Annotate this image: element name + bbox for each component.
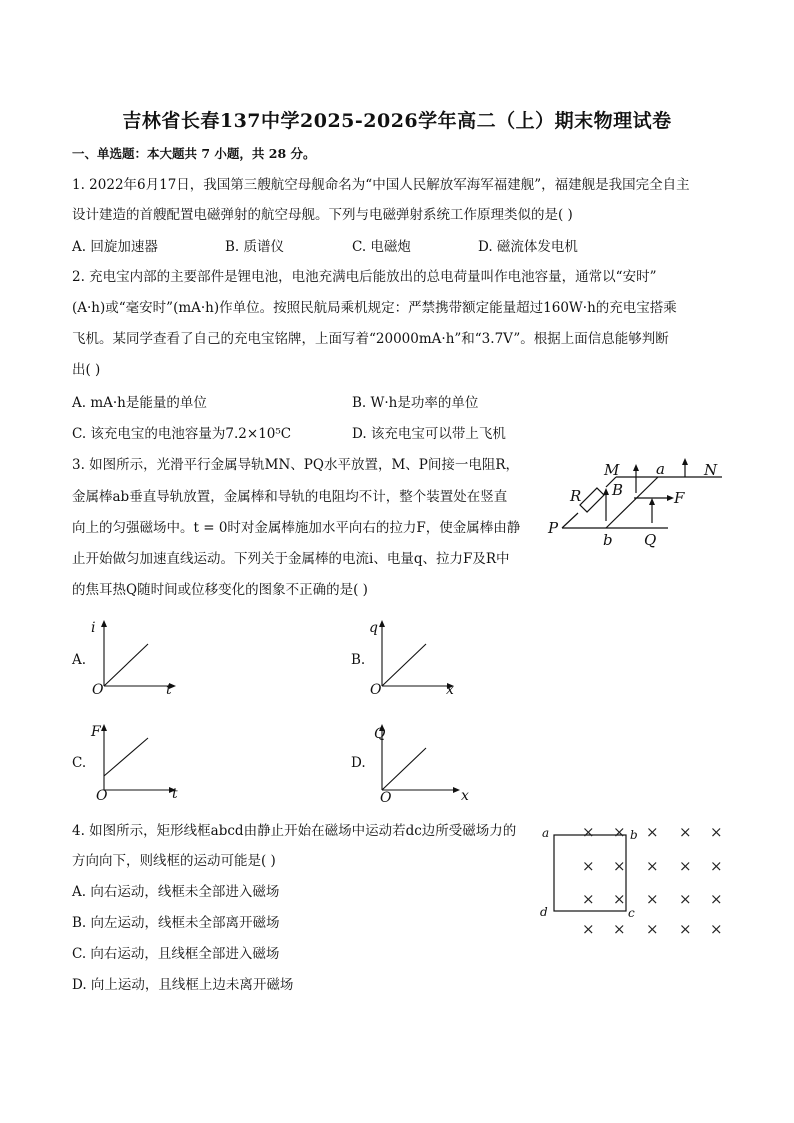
field-cross-mark: × [679,890,692,908]
q3-graph-a-y-label: i [91,620,96,636]
q3-stem-line5: 的焦耳热Q随时间或位移变化的图象不正确的是( ) [72,582,368,598]
field-cross-mark: × [646,890,659,908]
q3-graph-d-x-label: x [461,788,469,804]
q3-label-b-field: B [612,481,624,499]
q3-graph-a [88,614,188,699]
q3-graph-b [366,614,466,699]
q1-stem-line2: 设计建造的首艘配置电磁弹射的航空母舰。下列与电磁弹射系统工作原理类似的是( ) [72,207,573,223]
q3-label-m: M [604,461,620,479]
q4-label-d: d [540,905,548,919]
q1-option-b: B. 质谱仪 [225,239,285,255]
q4-option-b: B. 向左运动，线框未全部离开磁场 [72,915,280,931]
q3-graph-b-y-label: q [369,620,378,636]
q3-stem-line4: 止开始做匀加速直线运动。下列关于金属棒的电流i、电量q、拉力F及R中 [72,551,510,567]
q1-stem-line1: 1. 2022年6月17日，我国第三艘航空母舰命名为“中国人民解放军海军福建舰”，福建舰是我国完全自主 [72,177,690,193]
q3-rail-figure [540,455,740,560]
q2-stem-line3: 飞机。某同学查看了自己的充电宝铭牌，上面写着“20000mA·h”和“3.7V”。根据上面信息能够判断 [72,331,669,347]
field-cross-mark: × [613,920,626,938]
q2-option-c: C. 该充电宝的电池容量为7.2×10⁵C [72,426,292,442]
section-heading: 一、单选题：本大题共 7 小题，共 28 分。 [72,146,316,161]
field-cross-mark: × [613,857,626,875]
page-title: 吉林省长春137中学2025-2026学年高二（上）期末物理试卷 [122,110,672,132]
q4-label-a: a [542,826,550,840]
q3-graph-b-origin: O [370,682,382,698]
q2-stem-line4: 出( ) [72,362,101,378]
q4-option-a: A. 向右运动，线框未全部进入磁场 [72,884,280,900]
q3-label-r: R [570,487,582,505]
q3-option-d-letter: D. [351,755,366,771]
q3-graph-d [366,718,476,806]
q4-option-d: D. 向上运动，且线框上边未离开磁场 [72,977,294,993]
field-cross-mark: × [679,920,692,938]
q3-label-q: Q [644,531,657,549]
field-cross-mark: × [710,920,723,938]
field-cross-mark: × [582,890,595,908]
q3-label-p: P [548,519,559,537]
q4-stem-line1: 4. 如图所示，矩形线框abcd由静止开始在磁场中运动若dc边所受磁场力的 [72,823,517,839]
field-cross-mark: × [646,857,659,875]
q3-graph-d-origin: O [380,790,392,806]
field-cross-mark: × [710,890,723,908]
q3-option-a-letter: A. [72,652,87,668]
q3-graph-a-origin: O [92,682,104,698]
q3-graph-c-x-label: t [172,786,178,802]
q3-graph-c [88,718,188,803]
field-cross-mark: × [710,823,723,841]
q2-stem-line1: 2. 充电宝内部的主要部件是锂电池，电池充满电后能放出的总电荷量叫作电池容量，通常以“安时” [72,269,657,285]
q3-label-f: F [674,489,685,507]
q3-graph-c-origin: O [96,788,108,804]
q4-option-c: C. 向右运动，且线框全部进入磁场 [72,946,280,962]
q3-option-c-letter: C. [72,755,87,771]
q2-option-b: B. W·h是功率的单位 [352,395,479,411]
field-cross-mark: × [679,857,692,875]
q4-stem-line2: 方向向下，则线框的运动可能是( ) [72,853,276,869]
q3-label-a: a [656,460,665,478]
q1-option-c: C. 电磁炮 [352,239,411,255]
field-cross-mark: × [582,920,595,938]
q4-field-figure [536,815,736,940]
field-cross-mark: × [613,823,626,841]
q4-label-b: b [630,828,638,842]
field-cross-mark: × [710,857,723,875]
field-cross-mark: × [679,823,692,841]
q1-option-a: A. 回旋加速器 [72,239,158,255]
field-cross-mark: × [646,823,659,841]
q4-label-c: c [628,906,635,920]
field-cross-mark: × [646,920,659,938]
q3-graph-b-x-label: x [446,682,454,698]
q3-graph-d-y-label: Q [374,726,386,742]
field-cross-mark: × [613,890,626,908]
q3-stem-line1: 3. 如图所示，光滑平行金属导轨MN、PQ水平放置，M、P间接一电阻R， [72,457,520,473]
q1-option-d: D. 磁流体发电机 [478,239,578,255]
q3-stem-line2: 金属棒ab垂直导轨放置，金属棒和导轨的电阻均不计，整个装置处在竖直 [72,489,508,505]
q3-stem-line3: 向上的匀强磁场中。t = 0时对金属棒施加水平向右的拉力F，使金属棒由静 [72,520,521,536]
q2-option-a: A. mA·h是能量的单位 [72,395,207,411]
q3-label-b-rod: b [603,531,613,549]
q3-option-b-letter: B. [351,652,366,668]
q3-graph-c-y-label: F [91,724,101,740]
q3-graph-a-x-label: t [166,682,172,698]
q2-option-d: D. 该充电宝可以带上飞机 [352,426,506,442]
field-cross-mark: × [582,857,595,875]
field-cross-mark: × [582,823,595,841]
q2-stem-line2: (A·h)或“毫安时”(mA·h)作单位。按照民航局乘机规定：严禁携带额定能量超过160W·h的充电宝搭乘 [72,300,677,316]
q3-label-n: N [704,461,718,479]
